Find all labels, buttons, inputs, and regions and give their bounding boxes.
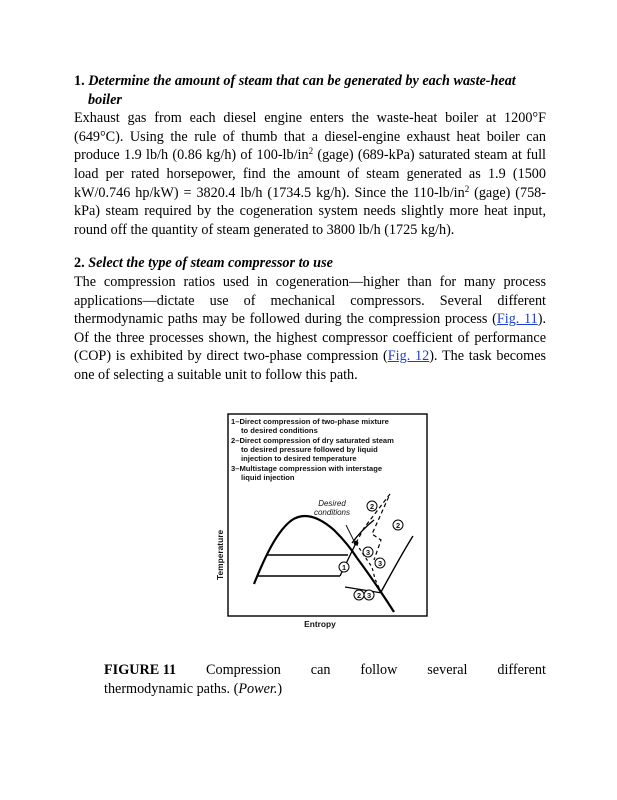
legend-line: 3–Multistage compression with interstage (231, 464, 383, 473)
section2-text-a: The compression ratios used in cogeneration—higher than for many process applications—dictate use of mechanical compressors. Several different thermodynamic paths may be followed during the compression process ( (74, 273, 546, 328)
superscript-2: 2 (308, 146, 314, 157)
x-axis-label: Entropy (304, 619, 336, 629)
marker-label: 3 (366, 591, 372, 600)
section1-text-c: (gage) (758-kPa) steam required by the cogeneration system needs slightly more heat input, round off the quantity of steam generated to 3800 lb/h (1725 kg/h). (74, 184, 546, 238)
desired-label: Desired (318, 499, 346, 508)
legend-line: to desired conditions (241, 426, 318, 435)
superscript-2: 2 (464, 183, 470, 194)
caption-word: follow (360, 662, 398, 678)
section2-title: Select the type of steam compressor to use (88, 255, 333, 272)
marker-label: 2 (395, 521, 401, 530)
legend-line: 1–Direct compression of two-phase mixture (231, 417, 389, 426)
marker-label: 2 (369, 502, 375, 511)
y-axis-label: Temperature (215, 529, 225, 580)
marker-label: 3 (365, 548, 371, 557)
desired-state-point (354, 541, 359, 546)
fig-11-link[interactable]: Fig. 11 (496, 311, 538, 328)
section2-number: 2. (74, 255, 85, 272)
caption-label: FIGURE 11 (104, 662, 177, 678)
section1-paragraph (74, 109, 546, 239)
caption-source: Power. (238, 680, 278, 697)
caption-word: several (427, 662, 468, 678)
legend-line: to desired pressure followed by liquid (241, 445, 378, 454)
caption-line2: thermodynamic paths. ( (104, 680, 239, 697)
section2-heading (74, 254, 546, 273)
section2-text-c: ). The task becomes one of selecting a suitable unit to follow this path. (74, 348, 547, 383)
caption-word: can (310, 662, 331, 678)
document-page (74, 72, 546, 385)
caption-word: different (497, 662, 546, 678)
caption-close: ) (277, 680, 283, 697)
section2-paragraph (74, 273, 546, 385)
figure-caption (104, 661, 546, 698)
marker-label: 2 (356, 591, 362, 600)
section2-text-b: ). Of the three processes shown, the highest compressor coefficient of performance (COP) is exhibited by direct two-phase compression ( (74, 311, 546, 365)
section1-text-a: Exhaust gas from each diesel engine enters the waste-heat boiler at 1200°F (649°C). Using the rule of thumb that a diesel-engine exhaust heat boiler can produce 1.9 lb/h (0.86 kg/h) of 100-lb/in (74, 110, 546, 164)
section1-heading (74, 72, 546, 109)
legend-line: liquid injection (241, 473, 295, 482)
fig-12-link[interactable]: Fig. 12 (387, 348, 430, 365)
marker-label: 3 (377, 559, 383, 568)
desired-label: conditions (313, 508, 351, 517)
legend-line: 2–Direct compression of dry saturated steam (231, 436, 394, 445)
caption-word: Compression (206, 662, 281, 678)
marker-label: 1 (341, 563, 347, 572)
figure-11-image (214, 412, 428, 634)
section1-text-b: (gage) (689-kPa) saturated steam at full load per rated horsepower, find the amount of steam generated as 1.9 (1500 kW/0.746 hp/kW) = 3820.4 lb/h (1734.5 kg/h). Since the 110-lb/in (74, 147, 546, 201)
legend-line: injection to desired temperature (241, 454, 357, 463)
section1-title: Determine the amount of steam that can be generated by each waste-heat boiler (88, 73, 516, 108)
section1-number: 1. (74, 73, 85, 89)
